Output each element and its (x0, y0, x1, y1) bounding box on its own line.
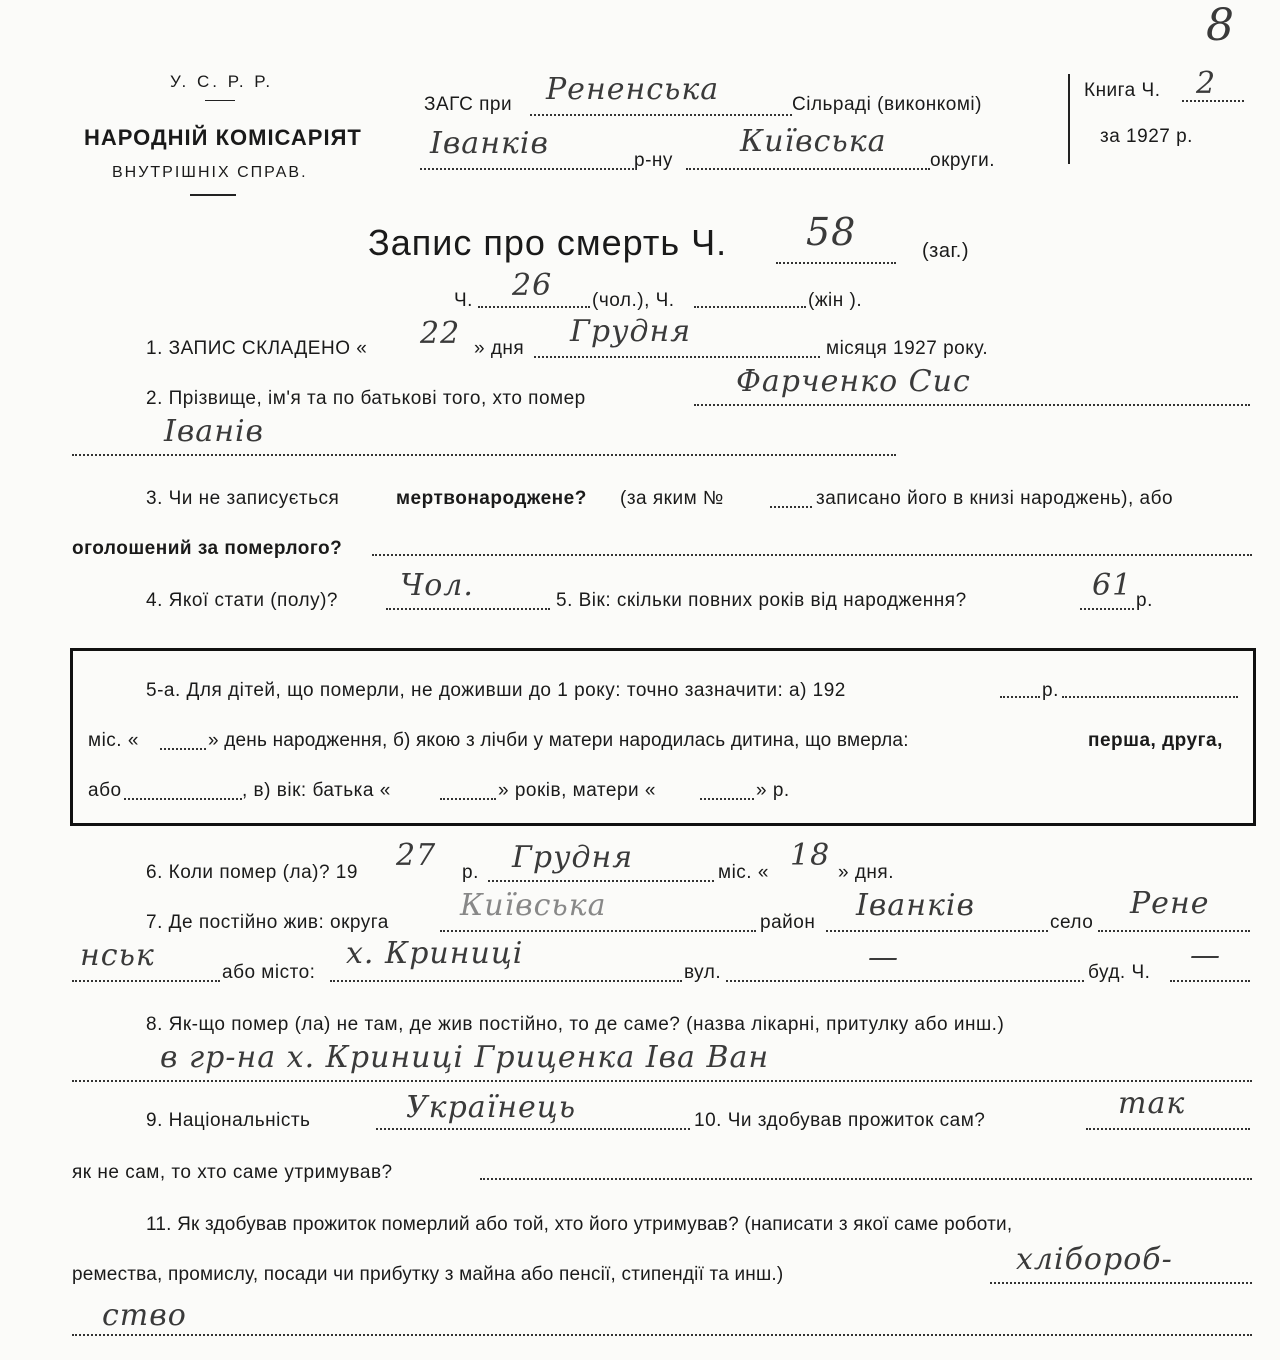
f7-raion-line (826, 930, 1048, 932)
record-number-line (776, 262, 896, 264)
f7-selo-hw: Рене (1130, 886, 1210, 921)
book-hw: 2 (1196, 66, 1217, 101)
f11-line-2 (72, 1334, 1252, 1336)
f5-end: р. (1136, 590, 1153, 611)
f11-b: ремества, промислу, посади чи прибутку з майна або пенсії, стипендії та инш.) (72, 1264, 784, 1285)
page-number-hw: 8 (1206, 0, 1235, 51)
f11-line (990, 1282, 1252, 1284)
f6-year-hw: 27 (396, 838, 437, 873)
f6-day-hw: 18 (790, 838, 831, 873)
f1-label: 1. ЗАПИС СКЛАДЕНО « (146, 338, 368, 359)
f5a-line2a: міс. « (88, 730, 139, 751)
raion-line (420, 168, 634, 170)
record-suffix: (заг.) (922, 240, 970, 262)
f7-bud-hw: — (1190, 938, 1221, 973)
f5a-month-line (160, 748, 206, 750)
f7-vul: вул. (684, 962, 722, 983)
f7-selo: село (1050, 912, 1094, 933)
f1-day-hw: 22 (420, 316, 461, 351)
f5a-father-line (440, 798, 496, 800)
f5a-line2b: » день народження, б) якою з лічби у матери народилась дитина, що вмерла: (208, 730, 909, 751)
f4-hw: Чол. (400, 568, 474, 603)
okrug-label: округи. (930, 150, 996, 171)
f7-vul-line (726, 980, 1084, 982)
f9-label: 9. Національність (146, 1110, 311, 1131)
f8-hw: в гр-на х. Криниці Гриценка Іва Ван (160, 1040, 770, 1075)
f3-line (372, 554, 1252, 556)
f6-r: р. (462, 862, 479, 883)
f1-end: місяця 1927 року. (826, 338, 989, 359)
f5a-line2c: перша, друга, (1088, 730, 1223, 751)
f11-hw: хлібороб- (1016, 1242, 1173, 1277)
f5a-line3a: або (88, 780, 122, 801)
f7-okrug-hw: Київська (460, 888, 607, 923)
f3-b: мертвонароджене? (396, 488, 587, 509)
f4-label: 4. Якої стати (полу)? (146, 590, 338, 611)
f5-hw: 61 (1092, 568, 1133, 603)
header-rule-1 (205, 100, 235, 101)
raion-label: р-ну (634, 150, 673, 171)
f9-line (376, 1128, 690, 1130)
f5a-line3c: » років, матери « (498, 780, 656, 801)
f7-raion: район (760, 912, 816, 933)
female-label: (жін ). (808, 290, 863, 311)
f7-vul-hw: — (868, 940, 899, 975)
f6-month-hw: Грудня (512, 840, 634, 875)
f7-label: 7. Де постійно жив: округа (146, 912, 389, 933)
header-internal: ВНУТРІШНІХ СПРАВ. (112, 164, 308, 181)
f5-label: 5. Вік: скільки повних років від народження? (556, 590, 967, 611)
f2-label: 2. Прізвище, ім'я та по батькові того, хто помер (146, 388, 586, 409)
f10-b: як не сам, то хто саме утримував? (72, 1162, 393, 1183)
f2-line (694, 404, 1250, 406)
silrada-label: Сільраді (виконкомі) (792, 94, 982, 115)
male-label: (чол.), Ч. (592, 290, 675, 311)
male-number-line (478, 306, 590, 308)
f5-line (1080, 608, 1134, 610)
f2-hw: Фарченко Сис (736, 364, 971, 399)
f7-misto: або місто: (222, 962, 316, 983)
record-title: Запис про смерть Ч. (368, 222, 728, 263)
f10-label: 10. Чи здобував прожиток сам? (694, 1110, 986, 1131)
book-label: Книга Ч. (1084, 80, 1161, 101)
header-rule-2 (190, 194, 236, 196)
year-label: за 1927 р. (1100, 126, 1193, 147)
f7-misto-line (330, 980, 682, 982)
record-number-hw: 58 (806, 210, 857, 254)
f6-month-line (488, 880, 714, 882)
zags-village-hw: Рененська (546, 72, 720, 107)
f2-line-2 (72, 454, 896, 456)
okrug-line (686, 168, 930, 170)
f5a-line3d: » р. (756, 780, 790, 801)
f7-bud-line (1170, 980, 1250, 982)
f1-mid: » дня (474, 338, 525, 359)
header-ussr: У. С. Р. Р. (170, 72, 274, 91)
okrug-hw: Київська (740, 124, 887, 159)
f7-misto-hw: х. Криниці (346, 936, 524, 971)
f10-b-line (480, 1178, 1252, 1180)
f11-a: 11. Як здобував прожиток померлий або той, хто його утримував? (написати з якої саме роботи, (146, 1214, 1013, 1235)
f11-hw-2: ство (102, 1298, 187, 1333)
f5a-mother-line (700, 798, 754, 800)
f6-end: » дня. (838, 862, 894, 883)
female-number-line (694, 306, 806, 308)
f2-hw-2: Іванів (164, 414, 265, 449)
f3-a: 3. Чи не записується (146, 488, 340, 509)
f3-c: (за яким № (620, 488, 724, 509)
f10-line (1086, 1128, 1250, 1130)
header-commissariat: НАРОДНІЙ КОМІСАРІЯТ (84, 125, 362, 150)
f3-e: оголошений за померлого? (72, 538, 343, 559)
f5a-line1-end (1062, 696, 1238, 698)
f5a-r: р. (1042, 680, 1059, 701)
f7-okrug-line (440, 930, 756, 932)
f1-month-hw: Грудня (570, 314, 692, 349)
f8-line (72, 1080, 1252, 1082)
f3-number-line (770, 506, 812, 508)
f3-d: записано його в книзі народжень), або (816, 488, 1174, 509)
f6-mis: міс. « (718, 862, 769, 883)
f7-selo-line-2 (72, 980, 220, 982)
f9-hw: Українець (406, 1090, 577, 1125)
number-label: Ч. (454, 290, 473, 311)
zags-at-label: ЗАГС при (424, 94, 513, 115)
f7-selo-hw-2: нськ (80, 938, 155, 973)
f8-label: 8. Як-що помер (ла) не там, де жив постійно, то де саме? (назва лікарні, притулку або инш.) (146, 1014, 1005, 1035)
raion-hw: Іванків (430, 126, 549, 161)
f7-selo-line (1098, 930, 1250, 932)
f1-month-line (534, 356, 820, 358)
f5a-line1: 5-а. Для дітей, що померли, не доживши до 1 року: точно зазначити: а) 192 (146, 680, 846, 701)
f5a-other-line (124, 798, 242, 800)
zags-village-line (530, 114, 792, 116)
f7-raion-hw: Іванків (856, 888, 975, 923)
f6-label: 6. Коли помер (ла)? 19 (146, 862, 358, 883)
f5a-year-line (1000, 696, 1040, 698)
f7-bud: буд. Ч. (1088, 962, 1151, 983)
male-number-hw: 26 (512, 268, 553, 303)
f5a-line3b: , в) вік: батька « (242, 780, 391, 801)
f10-hw: так (1118, 1086, 1186, 1121)
f4-line (386, 608, 550, 610)
